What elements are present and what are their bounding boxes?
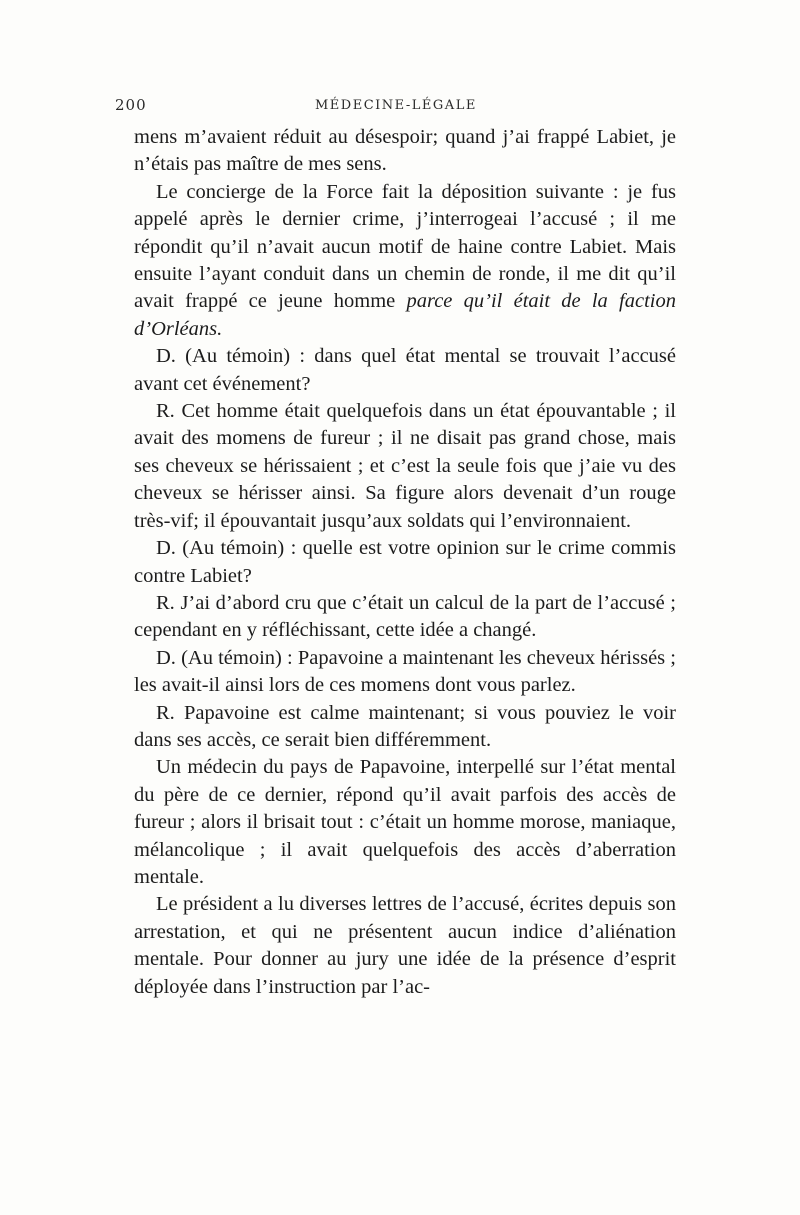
paragraph-president-letters: Le président a lu diverses lettres de l’accusé, écrites depuis son arrestation, et qui ne présentent aucun indice d’aliénation mentale. Pour donner au jury une idée de la présence d’esprit déployée dans l’instruction par l’ac- [134, 893, 676, 998]
question-text: (Au témoin) : dans quel état mental se trouvait l’accusé avant cet événement? [134, 345, 676, 395]
speaker-label-r: R. [156, 591, 175, 614]
body-text [134, 124, 676, 1001]
question-paragraph [134, 535, 676, 590]
answer-paragraph [134, 700, 676, 755]
paragraph-continuation: mens m’avaient réduit au désespoir; quand j’ai frappé Labiet, je n’étais pas maître de mes sens. [134, 126, 676, 176]
running-title: MÉDECINE-LÉGALE [315, 98, 477, 113]
italic-quote: parce qu’il était de la faction d’Orléans. [134, 290, 676, 340]
speaker-label-d: D. [156, 646, 176, 669]
question-paragraph [134, 343, 676, 398]
speaker-label-d: D. [156, 345, 176, 368]
question-text: (Au témoin) : quelle est votre opinion sur le crime commis contre Labiet? [134, 537, 676, 587]
question-text: (Au témoin) : Papavoine a maintenant les cheveux hérissés ; les avait-il ainsi lors de ces momens dont vous parlez. [134, 646, 676, 697]
speaker-label-d: D. [156, 537, 176, 560]
paragraph-concierge-deposition [134, 179, 676, 343]
speaker-label-r: R. [156, 400, 175, 423]
answer-paragraph [134, 398, 676, 535]
answer-text: Papavoine est calme maintenant; si vous pouviez le voir dans ses accès, ce serait bien différemment. [134, 701, 676, 751]
question-paragraph [134, 645, 676, 700]
page-number: 200 [115, 96, 147, 114]
paragraph-text: Le concierge de la Force fait la déposition suivante : je fus appelé après le dernier crime, j’interrogeai l’accusé ; il me répondit qu’il n’avait aucun motif de haine contre Labiet. Mais ensuite l’ayant conduit dans un chemin de ronde, il me dit qu’il avait frappé ce jeune homme [134, 180, 676, 313]
answer-text: Cet homme était quelquefois dans un état épouvantable ; il avait des momens de fureur ; il ne disait pas grand chose, mais ses cheveux se hérissaient ; et c’est la seule fois que j’aie vu des cheveux se hérisser ainsi. Sa figure alors devenait d’un rouge très-vif; il épouvantait jusqu’aux soldats qui l’environnaient. [134, 400, 676, 532]
answer-text: J’ai d’abord cru que c’était un calcul de la part de l’accusé ; cependant en y réfléchissant, cette idée a changé. [134, 591, 676, 642]
speaker-label-r: R. [156, 701, 175, 724]
running-head [115, 96, 690, 120]
paragraph-physician-testimony: Un médecin du pays de Papavoine, interpellé sur l’état mental du père de ce dernier, répond qu’il avait parfois des accès de fureur ; alors il brisait tout : c’était un homme morose, maniaque, mélancolique ; il avait quelquefois des accès d’aberration mentale. [134, 756, 676, 888]
answer-paragraph [134, 590, 676, 645]
